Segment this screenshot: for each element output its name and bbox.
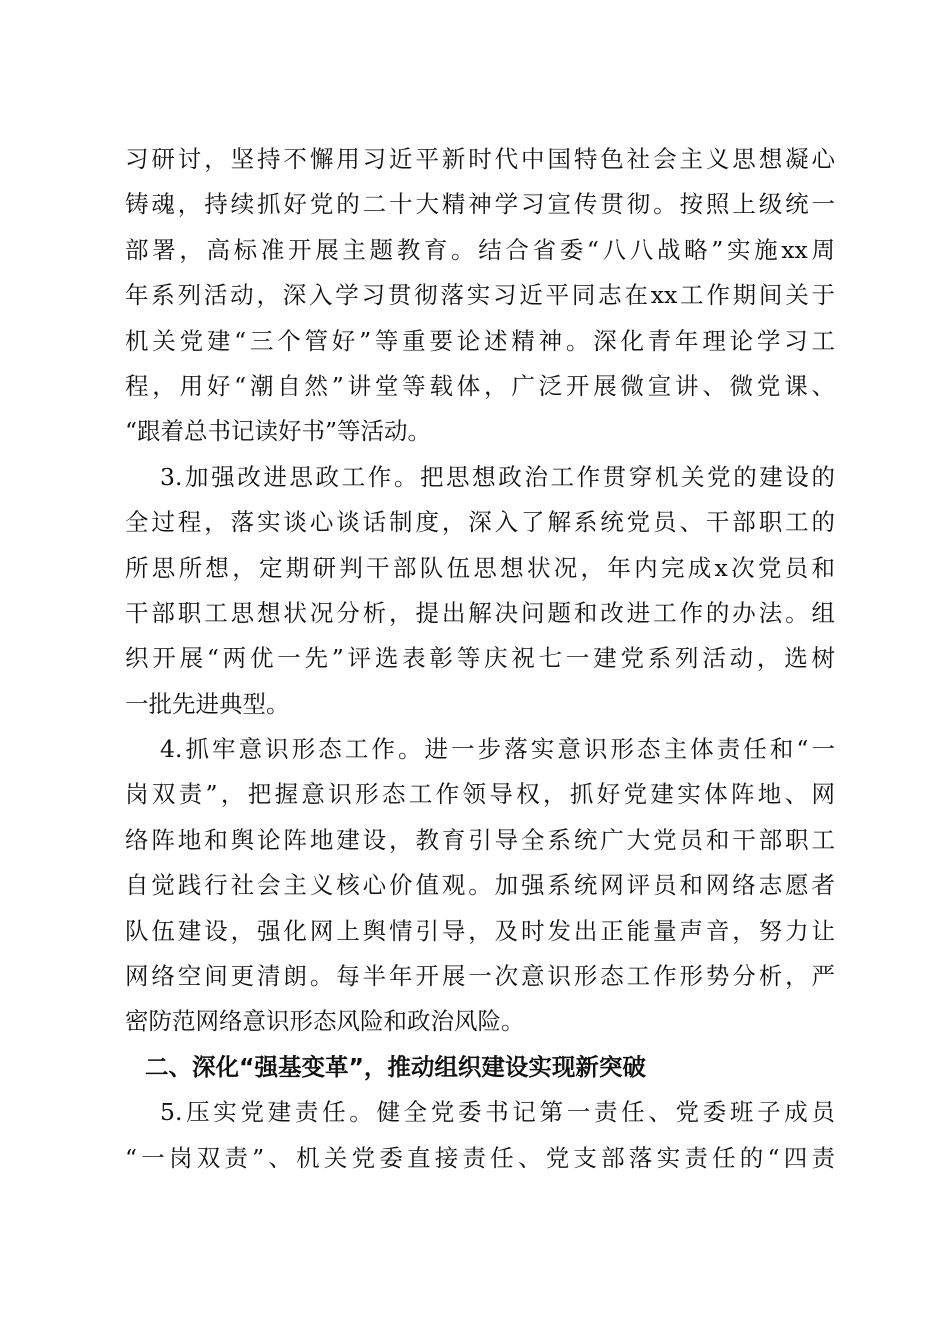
- body-text-line: 队伍建设，强化网上舆情引导，及时发出正能量声音，努力让: [125, 916, 835, 945]
- body-text-line: 全过程，落实谈心谈话制度，深入了解系统党员、干部职工的: [125, 508, 835, 537]
- body-text-line: 3.加强改进思政工作。把思想政治工作贯穿机关党的建设的: [160, 462, 835, 491]
- document-body: [125, 137, 835, 1181]
- body-text-line: 年系列活动，深入学习贯彻落实习近平同志在xx工作期间关于: [125, 281, 835, 310]
- body-text-line: 岗双责”，把握意识形态工作领导权，抓好党建实体阵地、网: [125, 780, 835, 809]
- body-text-line: 络阵地和舆论阵地建设，教育引导全系统广大党员和干部职工: [125, 825, 835, 854]
- body-text-line: 所思所想，定期研判干部队伍思想状况，年内完成x次党员和: [125, 553, 835, 582]
- body-text-line: 密防范网络意识形态风险和政治风险。: [125, 1007, 525, 1036]
- body-text-line: 5.压实党建责任。健全党委书记第一责任、党委班子成员: [160, 1098, 835, 1127]
- body-text-line: 干部职工思想状况分析，提出解决问题和改进工作的办法。组: [125, 598, 835, 627]
- body-text-line: “跟着总书记读好书”等活动。: [125, 417, 432, 446]
- body-text-line: 部署，高标准开展主题教育。结合省委“八八战略”实施xx周: [125, 235, 835, 264]
- body-text-line: 习研讨，坚持不懈用习近平新时代中国特色社会主义思想凝心: [125, 145, 835, 173]
- body-text-line: “一岗双责”、机关党委直接责任、党支部落实责任的“四责: [125, 1143, 835, 1172]
- body-text-line: 铸魂，持续抓好党的二十大精神学习宣传贯彻。按照上级统一: [125, 190, 835, 219]
- body-text-line: 织开展“两优一先”评选表彰等庆祝七一建党系列活动，选树: [125, 644, 835, 673]
- body-text-line: 4.抓牢意识形态工作。进一步落实意识形态主体责任和“一: [160, 735, 835, 764]
- body-text-line: 自觉践行社会主义核心价值观。加强系统网评员和网络志愿者: [125, 871, 835, 900]
- body-text-line: 网络空间更清朗。每半年开展一次意识形态工作形势分析，严: [125, 962, 835, 991]
- section-heading: 二、深化“强基变革”，推动组织建设实现新突破: [145, 1052, 646, 1081]
- body-text-line: 一批先进典型。: [125, 689, 290, 718]
- body-text-line: 机关党建“三个管好”等重要论述精神。深化青年理论学习工: [125, 326, 835, 355]
- body-text-line: 程，用好“潮自然”讲堂等载体，广泛开展微宣讲、微党课、: [125, 371, 835, 400]
